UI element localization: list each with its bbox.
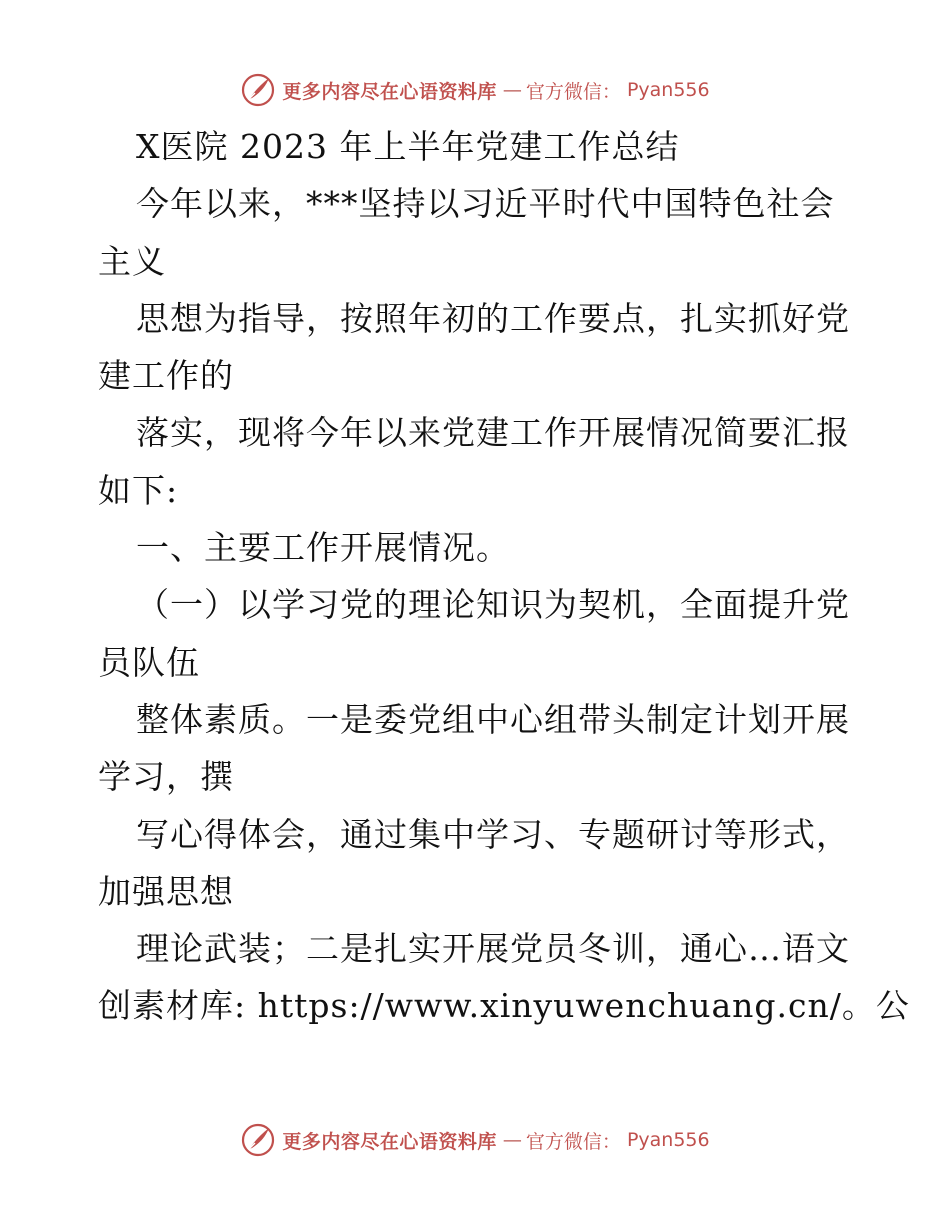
banner-dash: —: [502, 1129, 520, 1151]
feather-pen-logo-icon: [240, 1122, 276, 1158]
section-heading: 一、主要工作开展情况。: [136, 528, 510, 568]
banner-site-text: 更多内容尽在心语资料库: [282, 1130, 497, 1153]
paragraph-line: 落实，现将今年以来党建工作开展情况简要汇报: [136, 413, 850, 453]
subsection-heading: （一）以学习党的理论知识为契机，全面提升党: [136, 585, 850, 625]
banner-dash: —: [502, 79, 520, 101]
banner-wechat-id: Pyan556: [626, 1129, 710, 1151]
paragraph-line: 思想为指导，按照年初的工作要点，扎实抓好党: [136, 298, 850, 338]
paragraph-line: 整体素质。一是委党组中心组带头制定计划开展: [136, 699, 850, 739]
paragraph-line: 理论武装；二是扎实开展党员冬训，通心…语文: [136, 929, 850, 969]
paragraph-line: 学习，撰: [98, 757, 234, 797]
document-title: X医院 2023 年上半年党建工作总结: [136, 127, 680, 166]
banner-wechat-label: 官方微信：: [525, 80, 621, 103]
paragraph-line: 建工作的: [98, 356, 234, 396]
header-banner: [0, 70, 950, 110]
paragraph-line-url: 创素材库: https://www.xinyuwenchuang.cn/。公: [98, 986, 910, 1026]
paragraph-line: 如下:: [98, 470, 179, 510]
paragraph-line: 员队伍: [98, 642, 200, 682]
paragraph-line: 加强思想: [98, 871, 234, 911]
banner-wechat-id: Pyan556: [626, 79, 710, 101]
document-body: [98, 118, 910, 1035]
feather-pen-logo-icon: [240, 72, 276, 108]
paragraph-line: 主义: [98, 241, 166, 281]
banner-site-text: 更多内容尽在心语资料库: [282, 80, 497, 103]
paragraph-line: 写心得体会，通过集中学习、专题研讨等形式，: [136, 814, 850, 854]
paragraph-line: 今年以来，***坚持以习近平时代中国特色社会: [136, 184, 835, 224]
footer-banner: [0, 1120, 950, 1160]
banner-wechat-label: 官方微信：: [525, 1130, 621, 1153]
